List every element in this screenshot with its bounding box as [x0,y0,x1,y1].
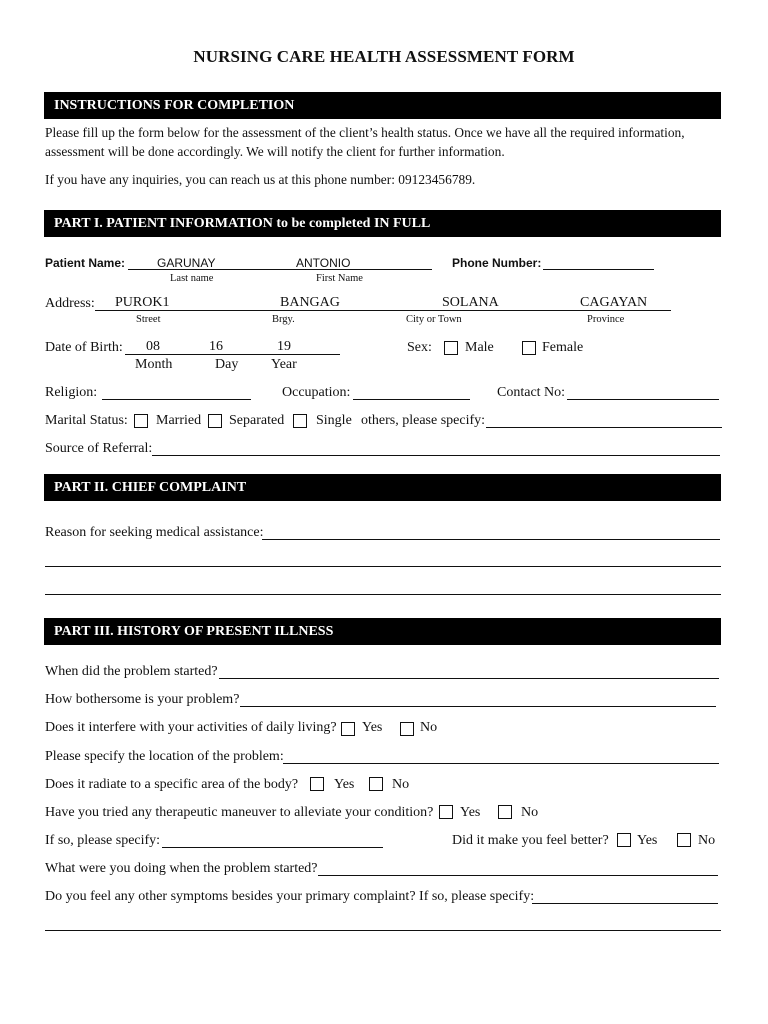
therapeutic-no-label: No [521,805,539,820]
q-bothersome-field[interactable] [240,706,716,707]
last-name-value: GARUNAY [157,256,216,270]
q-therapeutic-label: Have you tried any therapeutic maneuver to alleviate your condition? [45,805,434,820]
q-started-label: When did the problem started? [45,664,218,679]
referral-label: Source of Referral: [45,441,153,456]
occupation-label: Occupation: [282,385,351,400]
single-checkbox[interactable] [293,414,307,428]
separated-label: Separated [229,413,285,428]
month-caption: Month [135,357,173,372]
phone-number-field[interactable] [543,269,654,270]
q-location-label: Please specify the location of the problem: [45,749,284,764]
radiate-yes-label: Yes [334,777,355,792]
separated-checkbox[interactable] [208,414,222,428]
q-started-field[interactable] [219,678,719,679]
therapeutic-yes-label: Yes [460,805,481,820]
contact-field[interactable] [567,399,719,400]
religion-field[interactable] [102,399,251,400]
religion-label: Religion: [45,385,98,400]
better-no-label: No [698,833,716,848]
day-caption: Day [215,357,239,372]
address-label: Address: [45,296,95,311]
reason-field-line3[interactable] [45,594,721,595]
interfere-yes-checkbox[interactable] [341,722,355,736]
part1-heading: PART I. PATIENT INFORMATION to be completed IN FULL [44,210,721,237]
single-label: Single [316,413,352,428]
first-name-caption: First Name [316,273,363,284]
interfere-no-label: No [420,720,438,735]
radiate-yes-checkbox[interactable] [310,777,324,791]
better-yes-label: Yes [637,833,658,848]
others-label: others, please specify: [361,413,486,428]
city-caption: City or Town [406,314,462,325]
part3-heading: PART III. HISTORY OF PRESENT ILLNESS [44,618,721,645]
married-checkbox[interactable] [134,414,148,428]
reason-field[interactable] [262,539,720,540]
year-value: 19 [277,339,291,354]
q-doing-field[interactable] [318,875,718,876]
patient-name-label: Patient Name: [45,256,126,270]
q-doing-label: What were you doing when the problem started? [45,861,318,876]
q-better-label: Did it make you feel better? [452,833,609,848]
male-checkbox[interactable] [444,341,458,355]
q-symptoms-field-line2[interactable] [45,930,721,931]
year-caption: Year [271,357,297,372]
interfere-no-checkbox[interactable] [400,722,414,736]
brgy-value: BANGAG [280,295,340,310]
radiate-no-label: No [392,777,410,792]
dob-label: Date of Birth: [45,340,123,355]
referral-field[interactable] [152,455,720,456]
better-yes-checkbox[interactable] [617,833,631,847]
part2-heading: PART II. CHIEF COMPLAINT [44,474,721,501]
instructions-line1: Please fill up the form below for the assessment of the client’s health status. Once we have all the required information, [45,125,685,140]
q-bothersome-label: How bothersome is your problem? [45,692,240,707]
reason-field-line2[interactable] [45,566,721,567]
female-checkbox[interactable] [522,341,536,355]
street-value: PUROK1 [115,295,170,310]
first-name-value: ANTONIO [296,256,351,270]
q-specify-field[interactable] [162,847,383,848]
therapeutic-yes-checkbox[interactable] [439,805,453,819]
city-value: SOLANA [442,295,499,310]
street-caption: Street [136,314,161,325]
reason-label: Reason for seeking medical assistance: [45,525,264,540]
brgy-caption: Brgy. [272,314,295,325]
q-symptoms-field[interactable] [532,903,718,904]
q-location-field[interactable] [283,763,719,764]
interfere-yes-label: Yes [362,720,383,735]
male-label: Male [465,340,494,355]
instructions-line2: assessment will be done accordingly. We will notify the client for further information. [45,144,505,159]
instructions-heading: INSTRUCTIONS FOR COMPLETION [44,92,721,119]
q-symptoms-label: Do you feel any other symptoms besides your primary complaint? If so, please specify: [45,889,535,904]
month-value: 08 [146,339,160,354]
radiate-no-checkbox[interactable] [369,777,383,791]
phone-number-label: Phone Number: [452,256,542,270]
female-label: Female [542,340,584,355]
contact-label: Contact No: [497,385,566,400]
therapeutic-no-checkbox[interactable] [498,805,512,819]
married-label: Married [156,413,202,428]
form-title: NURSING CARE HEALTH ASSESSMENT FORM [193,47,575,66]
last-name-caption: Last name [170,273,214,284]
instructions-line3: If you have any inquiries, you can reach us at this phone number: 09123456789. [45,172,476,187]
province-caption: Province [587,314,625,325]
day-value: 16 [209,339,223,354]
marital-status-label: Marital Status: [45,413,128,428]
q-interfere-label: Does it interfere with your activities of daily living? [45,720,337,735]
q-radiate-label: Does it radiate to a specific area of the body? [45,777,299,792]
others-field[interactable] [486,427,722,428]
better-no-checkbox[interactable] [677,833,691,847]
province-value: CAGAYAN [580,295,648,310]
sex-label: Sex: [407,340,432,355]
q-specify-label: If so, please specify: [45,833,161,848]
occupation-field[interactable] [353,399,470,400]
